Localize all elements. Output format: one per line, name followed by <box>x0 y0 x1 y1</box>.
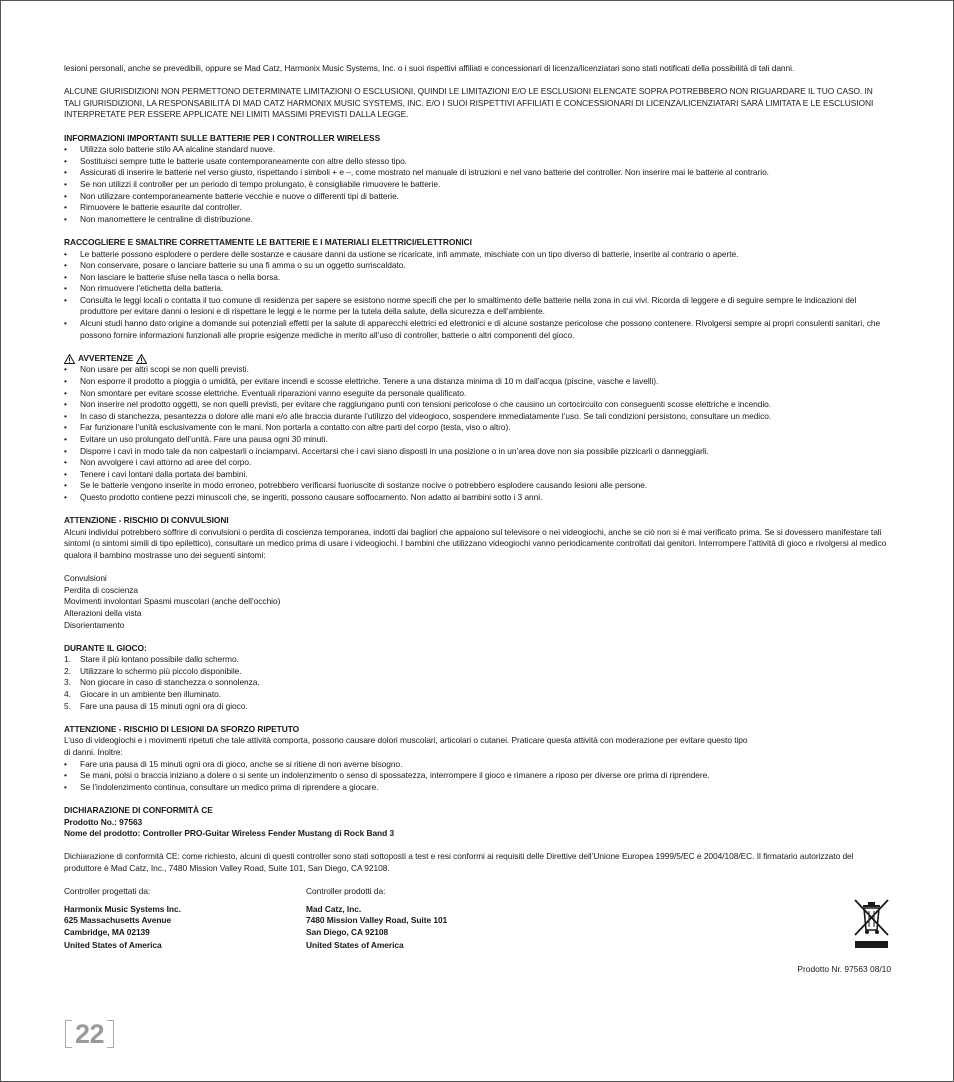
batteries-list <box>64 144 890 225</box>
address-line: Mad Catz, Inc. <box>306 903 362 914</box>
address-line: San Diego, CA 92108 <box>306 926 389 937</box>
product-code-footer: Prodotto Nr. 97563 08/10 <box>797 964 891 974</box>
product-number: Prodotto No.: 97563 <box>64 816 143 827</box>
warnings-heading <box>64 353 890 365</box>
list-item: 5. Fare una pausa di 15 minuti ogni ora di gioco. <box>64 700 248 711</box>
list-item: • Sostituisci sempre tutte le batterie usate contemporaneamente con altre dello stesso tipo. <box>64 156 890 168</box>
conformity-heading: DICHIARAZIONE DI CONFORMITÀ CE <box>64 805 213 815</box>
list-item: 3. Non giocare in caso di stanchezza o sonnolenza. <box>64 677 260 688</box>
addresses <box>64 886 890 951</box>
designer-address <box>64 886 306 951</box>
address-line: 625 Massachusetts Avenue <box>64 915 172 926</box>
manufacturer-address <box>306 886 606 951</box>
made-by-label: Controller prodotti da: <box>306 886 386 897</box>
crossed-out-wheelie-bin-icon <box>853 897 890 949</box>
list-item: • Non rimuovere l’etichetta della batteria. <box>64 283 890 295</box>
list-item: • Consulta le leggi locali o contatta il tuo comune di residenza per sapere se esistono norme specifi che per lo smaltimento delle batterie nella zona in cui vivi. Ricorda di leggere e di seguire sempre le indicazioni del produttore per evitare danni o lesioni e di rispettare le leggi e le norme per la tutela della salute, della sicurezza e dell’ambiente. <box>64 295 890 318</box>
warnings-list <box>64 364 890 503</box>
list-item: 4. Giocare in un ambiente ben illuminato. <box>64 689 222 700</box>
address-line: Cambridge, MA 02139 <box>64 926 150 937</box>
list-item: • Fare una pausa di 15 minuti ogni ora di gioco, anche se si ritiene di non averne bisogno. <box>64 759 890 771</box>
list-item: • Non usare per altri scopi se non quelli previsti. <box>64 364 890 376</box>
right-bracket <box>107 1020 114 1048</box>
list-item: • Non avvolgere i cavi attorno ad aree del corpo. <box>64 457 890 469</box>
list-item: • Far funzionare l’unità esclusivamente con le mani. Non portarla a contatto con altre parti del corpo (testa, viso o altro). <box>64 422 890 434</box>
left-bracket <box>65 1020 72 1048</box>
page-number <box>65 1019 114 1049</box>
list-item: • Non manomettere le centraline di distribuzione. <box>64 214 890 226</box>
list-item: 2. Utilizzare lo schermo più piccolo disponibile. <box>64 665 242 676</box>
list-item: • Se l’indolenzimento continua, consultare un medico prima di riprendere a giocare. <box>64 782 890 794</box>
during-play-list <box>64 654 890 712</box>
symptoms-list <box>64 573 890 631</box>
page-content <box>64 63 890 951</box>
jurisdiction-paragraph: ALCUNE GIURISDIZIONI NON PERMETTONO DETERMINATE LIMITAZIONI O ESCLUSIONI, QUINDI LE LIMITAZIONI E/O LE ESCLUSIONI ELENCATE SOPRA POTREBBERO NON RIGUARDARE IL TUO CASO. IN TALI GIURISDIZIONI, LA RESPONSABILITÀ DI MAD CATZ HARMONIX MUSIC SYSTEMS, INC. E/O I SUOI RISPETTIVI AFFILIATI E CONCESSIONARI DI LICENZA/LICENZIATARI SARÀ LIMITATA E LE ESCLUSIONI INTERPRETATE PER ESSERE APPLICATE NEI LIMITI MASSIMI PREVISTI DALLA LEGGE. <box>64 86 874 120</box>
list-item: • Assicurati di inserire le batterie nel verso giusto, rispettando i simboli + e –, come mostrato nel manuale di istruzioni e nel vano batterie del controller. Non inserire mai le batterie al contrario. <box>64 167 890 179</box>
strain-body-line1: L’uso di videogiochi e i movimenti ripetuti che tale attività comporta, possono causare dolori muscolari, articolari o cutanei. Praticare questa attività con moderazione per evitare questo tipo <box>64 735 748 746</box>
symptom-item: Convulsioni <box>64 573 107 584</box>
address-line: Harmonix Music Systems Inc. <box>64 903 181 914</box>
designed-by-label: Controller progettati da: <box>64 886 151 897</box>
address-country: United States of America <box>64 939 162 950</box>
list-item: • Non conservare, posare o lanciare batterie su una fi amma o su un oggetto surriscaldato. <box>64 260 890 272</box>
list-item: • In caso di stanchezza, pesantezza o dolore alle mani e/o alle braccia durante l’utilizzo del videogioco, sospendere immediatamente l’uso. Se tali condizioni persistono, consultare un medico. <box>64 411 890 423</box>
list-item: • Se le batterie vengono inserite in modo erroneo, potrebbero verificarsi fuoriuscite di sostanze nocive o potrebbero esplodere causando lesioni alle persone. <box>64 480 890 492</box>
batteries-heading: INFORMAZIONI IMPORTANTI SULLE BATTERIE PER I CONTROLLER WIRELESS <box>64 132 381 143</box>
seizures-body: Alcuni individui potrebbero soffrire di convulsioni o perdita di coscienza temporanea, indotti dai bagliori che appaiono sul televisore o nei videogiochi, anche se ciò non si è mai verificato prima. Se si dovessero manifestare tali sintomi (o sintomi simili di tipo epilettico), consultare un medico prima di usare i videogiochi. I bambini che utilizzano videogiochi vanno periodicamente controllati dai genitori. Interrompere l’attività di gioco e rivolgersi al medico qualora il bambino mostrasse uno dei seguenti sintomi: <box>64 526 887 560</box>
list-item: • Non smontare per evitare scosse elettriche. Eventuali riparazioni vanno eseguite da personale qualificato. <box>64 388 890 400</box>
list-item: • Non esporre il prodotto a pioggia o umidità, per evitare incendi e scosse elettriche. Tenere a una distanza minima di 10 m dall’acqua (piscine, vasche e lavelli). <box>64 376 890 388</box>
disposal-heading: RACCOGLIERE E SMALTIRE CORRETTAMENTE LE BATTERIE E I MATERIALI ELETTRICI/ELETTRONICI <box>64 236 472 247</box>
symptom-item: Disorientamento <box>64 619 125 630</box>
disposal-list <box>64 249 890 342</box>
warning-triangle-icon <box>64 354 75 364</box>
list-item: • Se mani, polsi o braccia iniziano a dolere o si sente un indolenzimento o senso di spossatezza, interrompere il gioco e rimanere a riposo per diverse ore prima di riprendere. <box>64 770 890 782</box>
list-item: • Rimuovere le batterie esaurite dal controller. <box>64 202 890 214</box>
list-item: • Utilizza solo batterie stilo AA alcaline standard nuove. <box>64 144 890 156</box>
list-item: • Tenere i cavi lontani dalla portata dei bambini. <box>64 469 890 481</box>
intro-paragraph: lesioni personali, anche se prevedibili, oppure se Mad Catz, Harmonix Music Systems, Inc. o i suoi rispettivi affiliati e concessionari di licenza/licenziatari sono stati notificati della possibilità di tali danni. <box>64 63 795 73</box>
symptom-item: Perdita di coscienza <box>64 584 138 595</box>
list-item: • Questo prodotto contiene pezzi minuscoli che, se ingeriti, possono causare soffocamento. Non adatto ai bambini sotto i 3 anni. <box>64 492 890 504</box>
list-item: • Alcuni studi hanno dato origine a domande sui potenziali effetti per la salute di apparecchi elettrici ed elettronici e di alcune sostanze pericolose che possono contenere. Rivolgersi sempre ai propri consulenti sanitari, che possono fornire informazioni funzionali alle proprie esigenze mediche in merito all’uso di controller, batterie o altri componenti del gioco. <box>64 318 890 341</box>
address-line: 7480 Mission Valley Road, Suite 101 <box>306 915 448 926</box>
address-country: United States of America <box>306 939 404 950</box>
list-item: • Disporre i cavi in modo tale da non calpestarli o inciamparvi. Accertarsi che i cavi siano disposti in una posizione o in un’area dove non sia possibile pizzicarli o danneggiarli. <box>64 446 890 458</box>
during-play-heading: DURANTE IL GIOCO: <box>64 642 147 653</box>
strain-list <box>64 759 890 794</box>
list-item: • Non lasciare le batterie sfuse nella tasca o nella borsa. <box>64 272 890 284</box>
list-item: 1. Stare il più lontano possibile dallo schermo. <box>64 654 239 665</box>
strain-body-line2: di danni. Inoltre: <box>64 747 123 758</box>
symptom-item: Movimenti involontari Spasmi muscolari (anche dell’occhio) <box>64 596 281 607</box>
strain-heading: ATTENZIONE - RISCHIO DI LESIONI DA SFORZO RIPETUTO <box>64 723 300 734</box>
warnings-heading-label: AVVERTENZE <box>78 352 134 363</box>
conformity-body: Dichiarazione di conformità CE: come richiesto, alcuni di questi controller sono stati sottoposti a test e resi conformi ai requisiti delle Direttive dell’Unione Europea 1999/5/EC e 2004/108/EC. Il firmatario autorizzato del produttore è Mad Catz, Inc., 7480 Mission Valley Road, Suite 101, San Diego, CA 92108. <box>64 851 854 873</box>
list-item: • Se non utilizzi il controller per un periodo di tempo prolungato, è consigliabile rimuovere le batterie. <box>64 179 890 191</box>
seizures-heading: ATTENZIONE - RISCHIO DI CONVULSIONI <box>64 515 229 526</box>
list-item: • Evitare un uso prolungato dell’unità. Fare una pausa ogni 30 minuti. <box>64 434 890 446</box>
product-name: Nome del prodotto: Controller PRO-Guitar Wireless Fender Mustang di Rock Band 3 <box>64 828 395 839</box>
list-item: • Non inserire nel prodotto oggetti, se non quelli previsti, per evitare che raggiungano punti con tensioni pericolose o che causino un cortocircuito con conseguenti scosse elettriche e incendio. <box>64 399 890 411</box>
page-number-label: 22 <box>75 1018 105 1049</box>
warning-triangle-icon <box>136 354 147 364</box>
list-item: • Le batterie possono esplodere o perdere delle sostanze e causare danni da ustione se ricaricate, infi ammate, mischiate con un tipo diverso di batterie, inserite al contrario o aperte. <box>64 249 890 261</box>
symptom-item: Alterazioni della vista <box>64 607 142 618</box>
list-item: • Non utilizzare contemporaneamente batterie vecchie e nuove o differenti tipi di batterie. <box>64 191 890 203</box>
